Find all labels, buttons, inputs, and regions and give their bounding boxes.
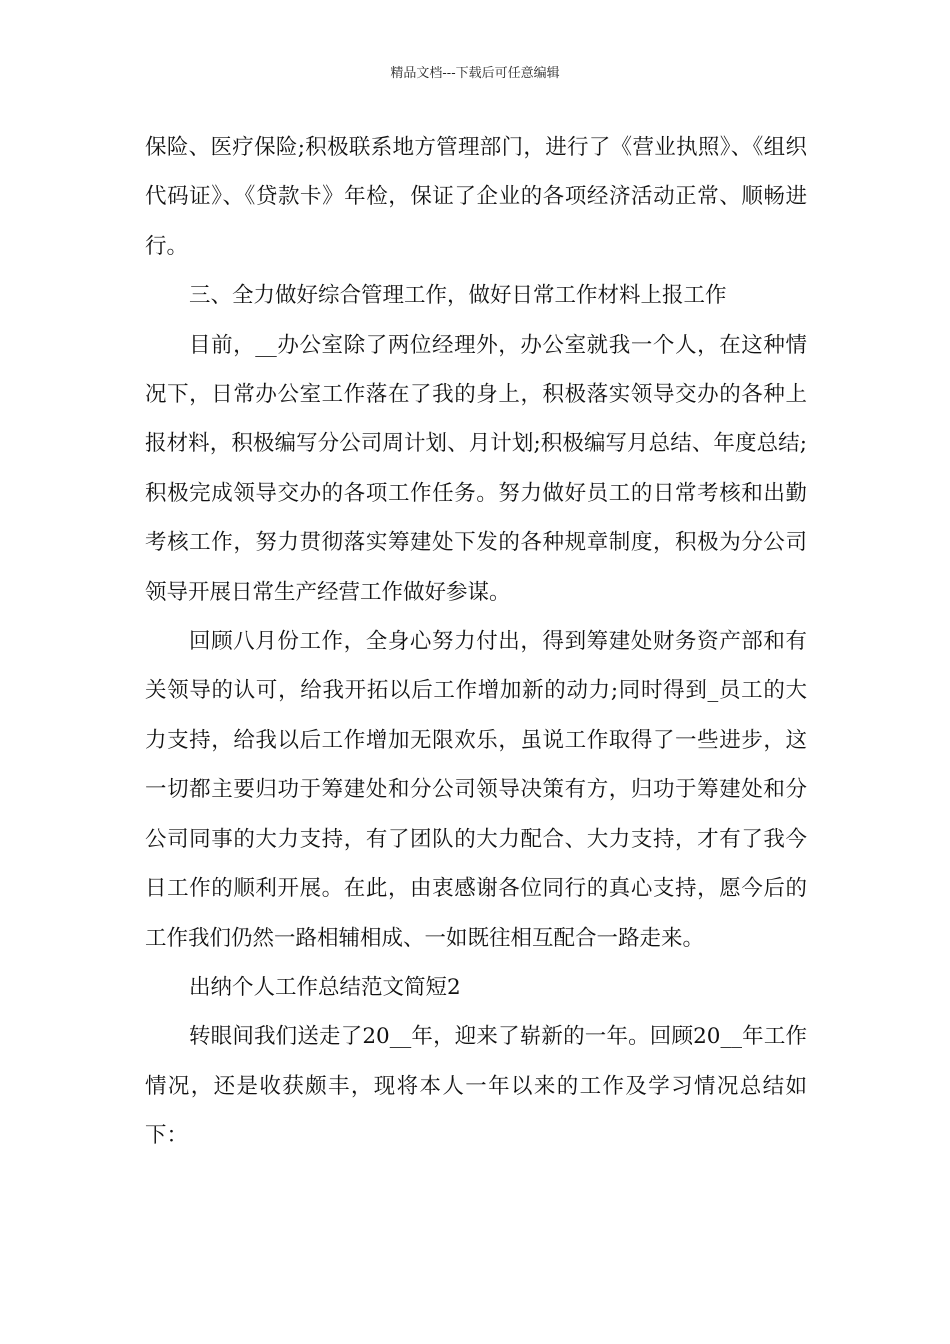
document-body	[145, 123, 807, 1161]
paragraph-continuation: 保险、医疗保险;积极联系地方管理部门，进行了《营业执照》、《组织代码证》、《贷款卡》年检，保证了企业的各项经济活动正常、顺畅进行。	[145, 135, 807, 259]
paragraph-intro: 转眼间我们送走了20__年，迎来了崭新的一年。回顾20__年工作情况，还是收获颇丰，现将本人一年以来的工作及学习情况总结如下：	[145, 1024, 807, 1149]
paragraph-office-work: 目前，__办公室除了两位经理外，办公室就我一个人，在这种情况下，日常办公室工作落在了我的身上，积极落实领导交办的各种上报材料，积极编写分公司周计划、月计划;积极编写月总结、年度总结;积极完成领导交办的各项工作任务。努力做好员工的日常考核和出勤考核工作，努力贯彻落实筹建处下发的各种规章制度，积极为分公司领导开展日常生产经营工作做好参谋。	[145, 332, 807, 605]
article-title: 出纳个人工作总结范文简短2	[189, 974, 461, 1000]
section-heading: 三、全力做好综合管理工作，做好日常工作材料上报工作	[189, 283, 727, 309]
page-header: 精品文档---下载后可任意编辑	[390, 66, 560, 81]
paragraph-review: 回顾八月份工作，全身心努力付出，得到筹建处财务资产部和有关领导的认可，给我开拓以后工作增加新的动力;同时得到_员工的大力支持，给我以后工作增加无限欢乐，虽说工作取得了一些进步，这一切都主要归功于筹建处和分公司领导决策有方，归功于筹建处和分公司同事的大力支持，有了团队的大力配合、大力支持，才有了我今日工作的顺利开展。在此，由衷感谢各位同行的真心支持，愿今后的工作我们仍然一路相辅相成、一如既往相互配合一路走来。	[145, 629, 807, 951]
